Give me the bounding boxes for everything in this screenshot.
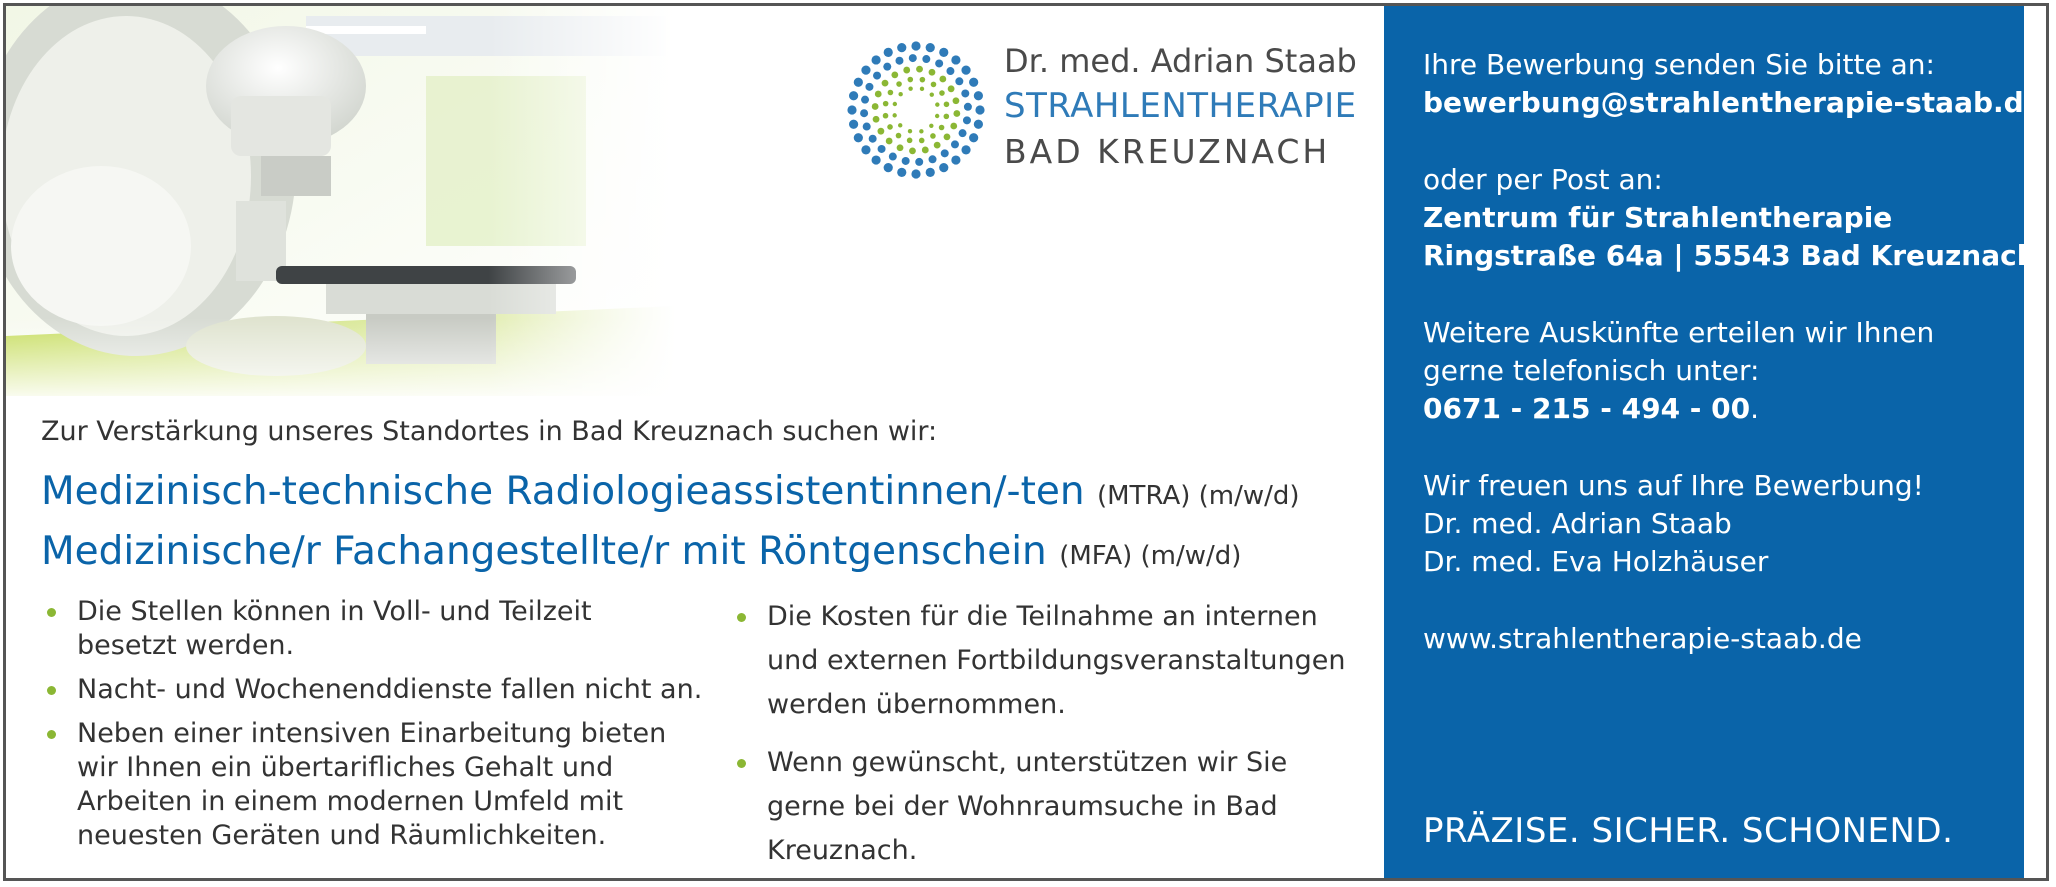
tagline: PRÄZISE. SICHER. SCHONEND. xyxy=(1423,811,1954,851)
logo-dot xyxy=(935,59,943,67)
logo-dot xyxy=(908,86,912,90)
list-item xyxy=(731,595,1357,727)
logo-dot xyxy=(948,85,955,92)
intro-suffix: suchen wir: xyxy=(773,416,938,447)
logo-dot xyxy=(935,114,939,118)
logo-dot xyxy=(895,57,903,65)
closing-text: Wir freuen uns auf Ihre Bewerbung! xyxy=(1423,469,1924,502)
logo-dot xyxy=(897,43,906,52)
logo-dot xyxy=(975,105,984,114)
logo-dot xyxy=(887,124,893,130)
logo-dot xyxy=(920,77,926,83)
logo-dot xyxy=(964,103,972,111)
logo-dot xyxy=(849,91,858,100)
signer-1: Dr. med. Adrian Staab xyxy=(1423,507,1732,540)
logo-dot xyxy=(944,101,950,107)
logo-dot xyxy=(961,66,970,75)
logo-dot xyxy=(849,120,858,129)
list-item xyxy=(731,741,1327,873)
logo-dot xyxy=(926,43,935,52)
logo-dot xyxy=(935,102,939,106)
logo-dot xyxy=(860,109,868,117)
logo-dot xyxy=(929,155,937,163)
benefits-list-left xyxy=(41,595,721,863)
logo-dot xyxy=(875,91,882,98)
logo-dot xyxy=(886,138,893,145)
job-tag: (MFA) (m/w/d) xyxy=(1059,541,1242,571)
logo-dot xyxy=(944,133,951,140)
logo-dot xyxy=(861,96,869,104)
logo-dot xyxy=(907,138,913,144)
logo-dot xyxy=(922,55,930,63)
logo-dot xyxy=(883,101,889,107)
logo-dot xyxy=(944,114,950,120)
signer-2: Dr. med. Eva Holzhäuser xyxy=(1423,545,1769,578)
logo-dot xyxy=(873,72,881,80)
logo-dot xyxy=(969,78,978,87)
logo-dot xyxy=(909,54,917,62)
postal-address: Ringstraße 64a | 55543 Bad Kreuznach xyxy=(1423,239,2037,272)
logo-dot xyxy=(847,105,856,114)
application-email[interactable]: bewerbung@strahlentherapie-staab.de xyxy=(1423,86,2043,119)
logo-dot xyxy=(891,71,898,78)
logo-dot xyxy=(974,91,983,100)
list-item-text: Die Stellen können in Voll- und Teilzeit besetzt werden. xyxy=(77,596,592,661)
post-label: oder per Post an: xyxy=(1423,163,1663,196)
logo-dot xyxy=(961,145,970,154)
logo-dot xyxy=(897,144,904,151)
logo-dot xyxy=(931,82,937,88)
logo-dot xyxy=(951,55,960,64)
logo-dot xyxy=(884,48,893,57)
logo-strahlentherapie: STRAHLENTHERAPIE xyxy=(1004,86,1357,126)
job-title-text: Medizinisch-technische Radiologieassistentinnen/-ten xyxy=(41,469,1085,514)
logo-dot xyxy=(915,158,923,166)
list-item xyxy=(41,673,721,707)
logo-dot xyxy=(916,66,923,73)
contact-panel xyxy=(1384,6,2043,878)
info-line-2: gerne telefonisch unter: xyxy=(1423,354,1760,387)
logo-dot xyxy=(939,163,948,172)
logo-dot xyxy=(872,55,881,64)
intro-city: Bad Kreuznach xyxy=(571,416,774,447)
phone-number[interactable]: 0671 - 215 - 494 - 00 xyxy=(1423,392,1751,425)
logo-dot xyxy=(893,102,897,106)
logo-dot xyxy=(939,76,946,83)
logo-dot xyxy=(911,169,920,178)
phone-line xyxy=(1423,390,2024,428)
logo-dot xyxy=(930,133,936,139)
website-link[interactable]: www.strahlentherapie-staab.de xyxy=(1423,622,1862,655)
logo-city: BAD KREUZNACH xyxy=(1004,132,1331,171)
bullet-dot-icon xyxy=(47,686,56,695)
bullet-dot-icon xyxy=(737,759,746,768)
logo-dot xyxy=(946,67,954,75)
logo-dot xyxy=(930,92,934,96)
list-item xyxy=(41,717,677,853)
logo-dot xyxy=(953,110,960,117)
org-name: Zentrum für Strahlentherapie xyxy=(1423,201,1893,234)
logo-dot xyxy=(873,116,880,123)
logo-dot xyxy=(898,123,902,127)
logo-dot xyxy=(896,81,902,87)
logo-dot xyxy=(897,168,906,177)
logo-dot xyxy=(919,129,923,133)
logo-dot xyxy=(889,153,897,161)
logo-dot xyxy=(950,123,957,130)
bullet-dot-icon xyxy=(47,608,56,617)
logo-dot xyxy=(861,66,870,75)
logo-dot xyxy=(939,48,948,57)
logo-dot xyxy=(865,83,873,91)
logo-dot xyxy=(892,113,896,117)
logo-dot xyxy=(854,78,863,87)
logo-dot xyxy=(877,128,884,135)
list-item-text: Neben einer intensiven Einarbeitung bieten wir Ihnen ein übertarifliches Gehalt und Arbeiten in einem modernen Umfeld mit neuesten Geräten und Räumlichkeiten. xyxy=(77,718,667,851)
list-item-text: Wenn gewünscht, unterstützen wir Sie gerne bei der Wohnraumsuche in Bad Kreuznach. xyxy=(767,747,1288,866)
logo-dot xyxy=(929,69,936,76)
logo-dot xyxy=(919,138,925,144)
logo-dot xyxy=(872,103,879,110)
logo-doctor-name: Dr. med. Adrian Staab xyxy=(1004,42,1357,80)
logo-dot xyxy=(955,77,963,85)
logo-dot xyxy=(878,145,886,153)
logo-dot xyxy=(909,147,916,154)
logo-dot xyxy=(953,97,960,104)
logo-dot xyxy=(888,90,894,96)
send-to-label: Ihre Bewerbung senden Sie bitte an: xyxy=(1423,48,1935,81)
job-title-mfa xyxy=(41,529,1241,574)
logo-dot xyxy=(929,124,933,128)
job-tag: (MTRA) (m/w/d) xyxy=(1096,481,1300,511)
phone-suffix: . xyxy=(1750,392,1760,425)
job-title-text: Medizinische/r Fachangestellte/r mit Röntgenschein xyxy=(41,529,1047,574)
logo-dot xyxy=(854,133,863,142)
logo-dot xyxy=(911,41,920,50)
logo-dot xyxy=(882,80,889,87)
logo-dot xyxy=(941,149,949,157)
logo-dot xyxy=(920,87,924,91)
intro-prefix: Zur Verstärkung unseres Standortes in xyxy=(41,416,572,447)
logo-dot xyxy=(939,90,945,96)
logo-dot xyxy=(934,142,941,149)
logo-dot xyxy=(898,92,902,96)
job-advertisement xyxy=(3,3,2049,881)
practice-logo xyxy=(844,38,1357,183)
logo-dot xyxy=(883,113,889,119)
logo-dot xyxy=(884,163,893,172)
logo-dot xyxy=(902,157,910,165)
logo-dot xyxy=(872,155,881,164)
logo-dot xyxy=(922,147,929,154)
logo-dot xyxy=(939,125,945,131)
info-line-1: Weitere Auskünfte erteilen wir Ihnen xyxy=(1423,316,1935,349)
logo-dot xyxy=(907,77,913,83)
logo-dot xyxy=(896,133,902,139)
logo-dot xyxy=(861,145,870,154)
benefits-list-right xyxy=(731,595,1351,881)
logo-dot xyxy=(969,133,978,142)
logo-dot xyxy=(903,67,910,74)
list-item-text: Nacht- und Wochenenddienste fallen nicht an. xyxy=(77,674,703,705)
logo-dot xyxy=(908,129,912,133)
logo-dot xyxy=(974,120,983,129)
intro-text xyxy=(41,416,937,447)
list-item-text: Die Kosten für die Teilnahme an internen und externen Fortbildungsveranstaltungen werden übernommen. xyxy=(767,601,1346,720)
dot-circle-logo-icon xyxy=(844,38,989,183)
logo-dot xyxy=(926,168,935,177)
logo-dot xyxy=(961,89,969,97)
logo-dot xyxy=(863,123,871,131)
logo-dot xyxy=(951,155,960,164)
bullet-dot-icon xyxy=(737,613,746,622)
linac-room-photo xyxy=(6,6,676,396)
logo-dot xyxy=(883,63,891,71)
logo-dot xyxy=(963,116,971,124)
radiotherapy-machine-image xyxy=(6,6,676,396)
list-item xyxy=(41,595,697,663)
logo-dot xyxy=(951,140,959,148)
job-title-mtra xyxy=(41,469,1300,514)
logo-dot xyxy=(869,135,877,143)
logo-dot xyxy=(959,129,967,137)
bullet-dot-icon xyxy=(47,730,56,739)
